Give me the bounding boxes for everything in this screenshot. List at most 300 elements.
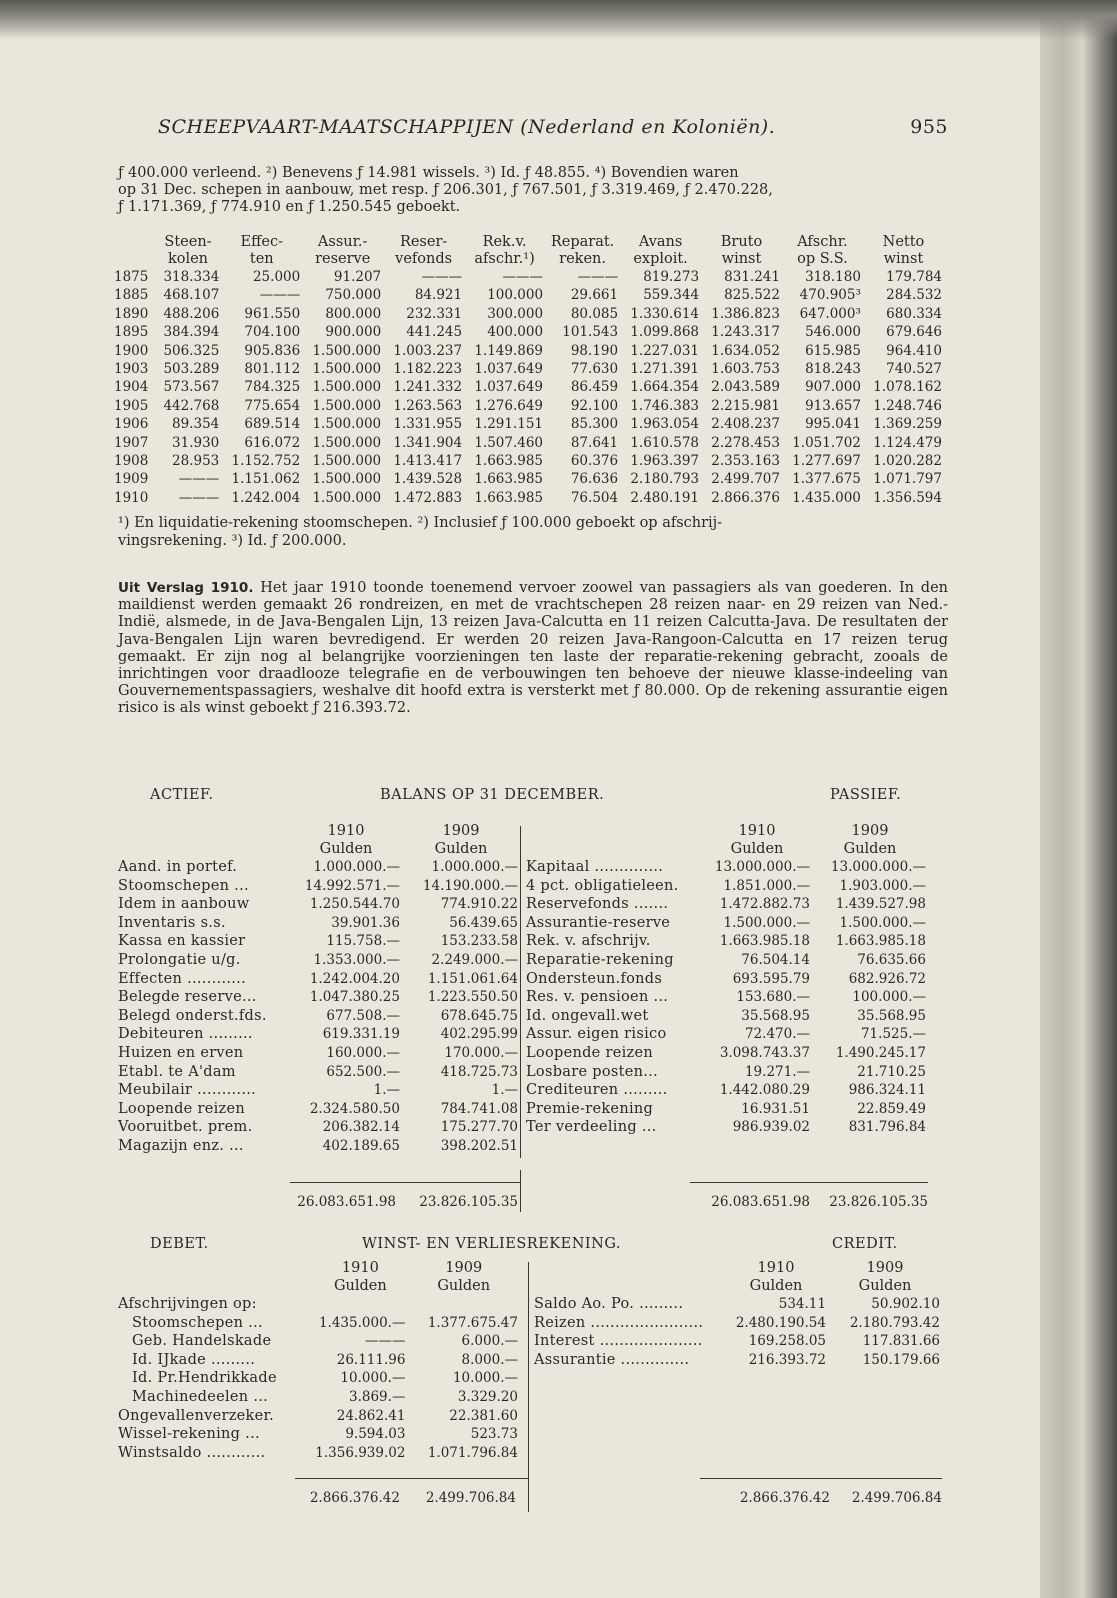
- statement-row: [116, 1425, 520, 1444]
- statement-item-amount: ———: [364, 1333, 406, 1350]
- history-value: 546.000: [805, 324, 861, 341]
- statement-row: [524, 1118, 928, 1137]
- history-col-header-line: Reparat.: [550, 234, 615, 250]
- history-value: 1.248.746: [873, 397, 942, 414]
- statement-item-label: Id. IJkade .........: [132, 1351, 256, 1368]
- history-value: 101.543: [562, 324, 619, 341]
- statement-row: [116, 1063, 520, 1082]
- history-value: 31.930: [172, 434, 220, 451]
- statement-item-label: Geb. Handelskade: [132, 1333, 272, 1350]
- statement-item-amount: 71.525.—: [860, 1026, 926, 1043]
- statement-item-amount: 1.903.000.—: [839, 877, 926, 894]
- book-page-edges: [1040, 0, 1117, 1598]
- history-value: 441.245: [406, 324, 463, 341]
- statement-row: [532, 1332, 942, 1351]
- statement-item-amount: 1.—: [373, 1082, 400, 1099]
- statement-item-label: Crediteuren .........: [526, 1082, 668, 1099]
- history-year: 1909: [114, 471, 149, 488]
- history-value: 60.376: [570, 453, 619, 470]
- statement-item-label: Ondersteun.fonds: [526, 970, 663, 987]
- statement-item-amount: 72.470.—: [744, 1026, 810, 1043]
- history-year: 1890: [114, 305, 149, 322]
- history-value: 1.271.391: [630, 361, 700, 378]
- statement-item-amount: 35.568.95: [857, 1007, 926, 1024]
- statement-item-label: Reservefonds .......: [526, 896, 669, 913]
- statement-item-label: Assurantie-reserve: [526, 914, 671, 931]
- history-col-header-line: op S.S.: [797, 251, 848, 267]
- statement-item-amount: 170.000.—: [444, 1044, 518, 1061]
- history-value: 1.263.563: [393, 397, 463, 414]
- history-value: ———: [178, 471, 220, 488]
- history-value: 800.000: [325, 305, 382, 322]
- history-value: 1.963.054: [630, 416, 700, 433]
- history-value: 86.459: [570, 379, 619, 396]
- history-value: 2.353.163: [711, 453, 780, 470]
- pl-credit-table: [532, 1259, 942, 1369]
- statement-item-amount: 76.635.66: [857, 951, 926, 968]
- history-value: 1.149.869: [474, 342, 544, 359]
- year-1909: 1909: [442, 823, 480, 839]
- statement-item-amount: 76.504.14: [741, 951, 810, 968]
- history-value: 1.037.649: [474, 379, 544, 396]
- history-value: 831.241: [724, 269, 780, 285]
- statement-item-amount: 534.11: [778, 1296, 826, 1312]
- history-year: 1875: [114, 269, 149, 285]
- history-value: 400.000: [487, 324, 544, 341]
- statement-item-label: Reizen .......................: [534, 1314, 704, 1331]
- statement-row: [524, 1081, 928, 1100]
- history-value: 907.000: [805, 379, 861, 396]
- statement-row: [116, 1295, 520, 1314]
- pl-total-1910-right: 2.866.376.42: [739, 1490, 830, 1506]
- history-value: 1.500.000: [312, 416, 382, 433]
- history-value: 1.227.031: [630, 342, 700, 359]
- footnote-line: op 31 Dec. schepen in aanbouw, met resp. ƒ 206.301, ƒ 767.501, ƒ 3.319.469, ƒ 2.470.228,: [118, 182, 773, 198]
- statement-item-label: Idem in aanbouw: [118, 896, 250, 913]
- statement-item-amount: 831.796.84: [848, 1119, 926, 1136]
- history-col-header: [863, 234, 944, 268]
- statement-item-label: Afschrijvingen op:: [118, 1296, 257, 1312]
- history-value: 1.099.868: [630, 324, 700, 341]
- statement-row: [116, 1388, 520, 1407]
- history-value: 1.663.985: [474, 471, 544, 488]
- history-value: 1.664.354: [630, 379, 700, 396]
- history-row: [112, 305, 944, 323]
- history-value: 1.051.702: [792, 434, 861, 451]
- history-value: 1.356.594: [873, 489, 942, 506]
- history-row: [112, 434, 944, 452]
- history-value: 1.610.578: [630, 434, 700, 451]
- statement-row: [116, 858, 520, 877]
- history-value: 89.354: [172, 416, 220, 433]
- history-value: 2.480.191: [630, 489, 700, 506]
- history-value: ———: [421, 269, 463, 285]
- statement-item-label: Ongevallenverzeker.: [118, 1407, 275, 1424]
- statement-item-amount: 2.180.793.42: [849, 1314, 940, 1331]
- history-value: 318.180: [805, 269, 861, 285]
- statement-item-label: Premie-rekening: [526, 1100, 654, 1117]
- history-value: 1.500.000: [312, 342, 382, 359]
- statement-item-amount: 619.331.19: [322, 1026, 400, 1043]
- history-col-header-line: winst: [883, 251, 924, 267]
- statement-item-amount: 175.277.70: [440, 1119, 518, 1136]
- statement-item-label: Machinedeelen ...: [132, 1388, 269, 1405]
- history-col-header-line: Afschr.: [797, 234, 848, 250]
- history-value: 1.330.614: [630, 305, 700, 322]
- statement-item-label: Huizen en erven: [118, 1044, 244, 1061]
- statement-item-amount: 1.500.000.—: [723, 914, 810, 931]
- history-row: [112, 323, 944, 341]
- statement-row: [116, 895, 520, 914]
- history-value: 1.242.004: [231, 489, 301, 506]
- statement-row: [116, 1369, 520, 1388]
- statement-item-amount: 22.859.49: [857, 1100, 926, 1117]
- history-value: 1.500.000: [312, 453, 382, 470]
- history-col-header-line: Assur.-: [317, 234, 368, 250]
- history-value: 740.527: [886, 361, 942, 378]
- unit-label: Gulden: [749, 1278, 803, 1294]
- balance-left-heading: ACTIEF.: [150, 787, 214, 803]
- history-value: 750.000: [325, 287, 382, 304]
- history-year: 1907: [114, 434, 149, 451]
- balance-total-1909-left: 23.826.105.35: [419, 1194, 518, 1210]
- statement-item-label: 4 pct. obligatieleen.: [526, 877, 679, 894]
- statement-item-amount: 677.508.—: [326, 1007, 400, 1024]
- history-value: 506.325: [163, 342, 220, 359]
- statement-item-amount: 3.098.743.37: [719, 1044, 810, 1061]
- statement-item-amount: 1.151.061.64: [427, 970, 518, 987]
- history-year: 1910: [114, 489, 149, 506]
- history-value: 784.325: [244, 379, 301, 396]
- statement-item-label: Wissel-rekening ...: [118, 1426, 260, 1443]
- history-row: [112, 378, 944, 396]
- unit-header-row: [532, 1277, 942, 1295]
- statement-row: [116, 970, 520, 989]
- statement-item-label: Winstsaldo ............: [118, 1444, 266, 1461]
- statement-row: [116, 1332, 520, 1351]
- statement-item-amount: 1.242.004.20: [309, 970, 400, 987]
- statement-item-amount: 153.680.—: [736, 989, 810, 1006]
- balance-total-1909-right: 23.826.105.35: [829, 1194, 928, 1210]
- statement-item-label: Prolongatie u/g.: [118, 951, 241, 968]
- statement-item-amount: 206.382.14: [322, 1119, 400, 1136]
- statement-item-amount: 8.000.—: [461, 1351, 518, 1368]
- history-header-row: [112, 234, 944, 268]
- statement-item-label: Interest .....................: [534, 1333, 703, 1350]
- history-value: 1.003.237: [393, 342, 463, 359]
- statement-row: [524, 1044, 928, 1063]
- year-1909: 1909: [445, 1260, 483, 1276]
- unit-label: Gulden: [843, 841, 897, 857]
- history-year: 1903: [114, 361, 149, 378]
- year-header-row: [116, 822, 520, 840]
- statement-item-label: Kassa en kassier: [118, 933, 246, 950]
- history-value: 1.037.649: [474, 361, 544, 378]
- statement-item-amount: 14.190.000.—: [422, 877, 518, 894]
- year-header: [112, 234, 155, 268]
- statement-item-label: Stoomschepen ...: [118, 877, 249, 894]
- statement-item-amount: 1.442.080.29: [719, 1082, 810, 1099]
- history-value: 559.344: [643, 287, 700, 304]
- statement-item-amount: 1.—: [491, 1082, 518, 1099]
- history-value: 232.331: [406, 305, 463, 322]
- statement-row: [116, 1118, 520, 1137]
- footnote-mid: [118, 514, 948, 550]
- statement-row: [116, 932, 520, 951]
- history-value: 775.654: [244, 397, 301, 414]
- statement-row: [524, 951, 928, 970]
- history-year: 1906: [114, 416, 149, 433]
- history-value: 1.369.259: [873, 416, 942, 433]
- balance-total-rule-left: [290, 1182, 520, 1183]
- statement-row: [524, 970, 928, 989]
- history-col-header-line: Effec-: [240, 234, 283, 250]
- unit-label: Gulden: [858, 1278, 912, 1294]
- statement-row: [116, 1137, 520, 1156]
- balance-passief-table: [524, 822, 928, 1137]
- history-year: 1900: [114, 342, 149, 359]
- statement-item-label: Kapitaal ..............: [526, 859, 664, 875]
- statement-item-amount: 402.189.65: [322, 1137, 400, 1154]
- history-value: 318.334: [163, 269, 220, 285]
- history-row: [112, 470, 944, 488]
- history-value: 1.500.000: [312, 434, 382, 451]
- history-value: 825.522: [724, 287, 780, 304]
- statement-item-label: Stoomschepen ...: [132, 1314, 263, 1331]
- history-value: 85.300: [570, 416, 619, 433]
- history-row: [112, 415, 944, 433]
- statement-item-amount: 2.480.190.54: [735, 1314, 826, 1331]
- statement-item-amount: 1.223.550.50: [427, 989, 518, 1006]
- history-value: 961.550: [244, 305, 301, 322]
- statement-item-amount: 13.000.000.—: [830, 859, 926, 875]
- statement-row: [116, 914, 520, 933]
- statement-item-amount: 100.000.—: [852, 989, 926, 1006]
- unit-label: Gulden: [730, 841, 784, 857]
- pl-total-1909-left: 2.499.706.84: [425, 1490, 516, 1506]
- footnote-top: [118, 165, 948, 216]
- statement-item-amount: 774.910.22: [440, 896, 518, 913]
- statement-item-amount: 160.000.—: [326, 1044, 400, 1061]
- year-1910: 1910: [757, 1260, 795, 1276]
- history-value: 76.636: [570, 471, 619, 488]
- year-1910: 1910: [327, 823, 365, 839]
- running-head: [158, 116, 948, 138]
- history-value: 300.000: [487, 305, 544, 322]
- history-row: [112, 360, 944, 378]
- history-value: 1.413.417: [393, 453, 463, 470]
- history-col-header-line: vefonds: [395, 251, 453, 267]
- statement-item-label: Meubilair ............: [118, 1082, 257, 1099]
- unit-label: Gulden: [319, 841, 373, 857]
- history-value: 2.408.237: [711, 416, 780, 433]
- statement-item-amount: 216.393.72: [748, 1351, 826, 1368]
- history-value: ———: [577, 269, 619, 285]
- statement-item-label: Losbare posten...: [526, 1063, 658, 1080]
- statement-item-amount: 14.992.571.—: [304, 877, 400, 894]
- year-1910: 1910: [341, 1260, 379, 1276]
- history-col-header-line: Steen-: [164, 234, 212, 250]
- statement-item-amount: [407, 1295, 520, 1314]
- history-col-header-line: afschr.¹): [474, 251, 535, 267]
- history-col-header: [782, 234, 863, 268]
- history-value: 470.905³: [799, 287, 861, 304]
- history-row: [112, 268, 944, 286]
- history-value: 442.768: [163, 397, 220, 414]
- statement-item-label: Rek. v. afschrijv.: [526, 933, 651, 950]
- statement-item-amount: 1.250.544.70: [309, 896, 400, 913]
- history-col-header: [155, 234, 222, 268]
- statement-item-amount: 1.071.796.84: [427, 1444, 518, 1461]
- history-year: 1905: [114, 397, 149, 414]
- year-1910: 1910: [738, 823, 776, 839]
- statement-item-amount: 2.249.000.—: [431, 951, 518, 968]
- history-value: 1.500.000: [312, 379, 382, 396]
- history-col-header: [701, 234, 782, 268]
- pl-left-heading: DEBET.: [150, 1236, 209, 1252]
- statement-item-amount: 1.000.000.—: [431, 859, 518, 875]
- history-value: 1.020.282: [873, 453, 942, 470]
- statement-row: [116, 1444, 520, 1463]
- unit-header-row: [524, 840, 928, 858]
- pl-debet-table: [116, 1259, 520, 1462]
- statement-item-amount: 115.758.—: [326, 933, 400, 950]
- history-value: 615.985: [805, 342, 861, 359]
- statement-item-amount: 10.000.—: [452, 1370, 518, 1387]
- history-value: 1.152.752: [231, 453, 301, 470]
- unit-header-row: [116, 1277, 520, 1295]
- statement-item-amount: 398.202.51: [440, 1137, 518, 1154]
- history-value: 964.410: [886, 342, 942, 359]
- history-value: ———: [178, 489, 220, 506]
- history-col-header: [545, 234, 620, 268]
- history-value: 503.289: [163, 361, 220, 378]
- statement-item-amount: 117.831.66: [862, 1333, 940, 1350]
- history-value: 2.499.707: [711, 471, 780, 488]
- statement-row: [524, 1007, 928, 1026]
- history-value: 1.507.460: [474, 434, 544, 451]
- history-row: [112, 489, 944, 507]
- history-value: 1.500.000: [312, 471, 382, 488]
- history-col-header-line: reserve: [315, 251, 371, 267]
- history-col-header-line: winst: [721, 251, 762, 267]
- statement-row: [524, 895, 928, 914]
- statement-item-amount: 986.324.11: [848, 1082, 926, 1099]
- statement-row: [116, 1025, 520, 1044]
- history-value: 98.190: [570, 342, 619, 359]
- history-year: 1895: [114, 324, 149, 341]
- history-value: 1.277.697: [792, 453, 861, 470]
- statement-row: [532, 1351, 942, 1370]
- history-col-header: [464, 234, 545, 268]
- history-value: 818.243: [805, 361, 861, 378]
- statement-item-label: Magazijn enz. ...: [118, 1137, 244, 1154]
- statement-item-label: Belegde reserve...: [118, 989, 257, 1006]
- history-value: 680.334: [886, 305, 942, 322]
- history-value: 1.341.904: [393, 434, 463, 451]
- history-value: ———: [259, 287, 301, 304]
- history-row: [112, 286, 944, 304]
- statement-item-amount: 986.939.02: [732, 1119, 810, 1136]
- statement-row: [116, 951, 520, 970]
- balance-divider: [520, 826, 521, 1158]
- history-value: 100.000: [487, 287, 544, 304]
- history-value: 1.377.675: [792, 471, 861, 488]
- history-col-header: [221, 234, 302, 268]
- history-col-header-line: Reser-: [399, 234, 448, 250]
- statement-item-amount: 50.902.10: [871, 1296, 940, 1312]
- statement-item-label: Reparatie-rekening: [526, 951, 674, 968]
- history-value: 1.500.000: [312, 489, 382, 506]
- statement-row: [524, 932, 928, 951]
- history-value: 1.276.649: [474, 397, 544, 414]
- history-value: 80.085: [570, 305, 619, 322]
- history-value: 2.215.981: [711, 397, 780, 414]
- history-year: 1904: [114, 379, 149, 396]
- statement-item-label: Assurantie ..............: [534, 1351, 690, 1368]
- history-value: 284.532: [886, 287, 942, 304]
- statement-item-amount: 2.324.580.50: [309, 1100, 400, 1117]
- statement-item-amount: 682.926.72: [848, 970, 926, 987]
- year-header-row: [524, 822, 928, 840]
- pl-divider: [528, 1262, 529, 1512]
- history-value: 1.386.823: [711, 305, 780, 322]
- pl-total-rule-left: [295, 1478, 528, 1479]
- statement-item-amount: 693.595.79: [732, 970, 810, 987]
- statement-item-amount: 1.490.245.17: [835, 1044, 926, 1061]
- history-value: 1.243.317: [711, 324, 780, 341]
- history-value: 1.291.151: [474, 416, 544, 433]
- statement-item-amount: 9.594.03: [345, 1426, 406, 1443]
- history-value: 87.641: [570, 434, 619, 451]
- history-row: [112, 342, 944, 360]
- statement-row: [116, 1100, 520, 1119]
- balance-right-heading: PASSIEF.: [830, 787, 902, 803]
- statement-item-amount: 1.472.882.73: [719, 896, 810, 913]
- statement-row: [116, 1081, 520, 1100]
- statement-item-amount: 652.500.—: [326, 1063, 400, 1080]
- year-1909: 1909: [851, 823, 889, 839]
- history-col-header-line: Rek.v.: [482, 234, 527, 250]
- history-col-header: [383, 234, 464, 268]
- unit-header-row: [116, 840, 520, 858]
- statement-row: [524, 914, 928, 933]
- history-value: 2.866.376: [711, 489, 780, 506]
- history-value: 28.953: [172, 453, 220, 470]
- statement-item-label: Effecten ............: [118, 970, 246, 987]
- balance-total-rule-right: [690, 1182, 928, 1183]
- statement-item-amount: 418.725.73: [440, 1063, 518, 1080]
- footnote-line: ƒ 1.171.369, ƒ 774.910 en ƒ 1.250.545 geboekt.: [118, 199, 461, 215]
- history-value: 1.078.162: [873, 379, 942, 396]
- statement-item-label: Loopende reizen: [526, 1044, 653, 1061]
- history-value: 1.182.223: [393, 361, 463, 378]
- unit-label: Gulden: [333, 1278, 387, 1294]
- year-1909: 1909: [866, 1260, 904, 1276]
- history-value: 1.746.383: [630, 397, 700, 414]
- statement-row: [524, 1100, 928, 1119]
- history-value: 1.439.528: [393, 471, 463, 488]
- statement-item-amount: 153.233.58: [440, 933, 518, 950]
- history-value: 704.100: [244, 324, 301, 341]
- statement-row: [532, 1314, 942, 1333]
- balance-actief-table: [116, 822, 520, 1156]
- statement-item-label: Debiteuren .........: [118, 1026, 253, 1043]
- history-value: 647.000³: [799, 305, 861, 322]
- history-value: 905.836: [244, 342, 301, 359]
- history-value: 913.657: [805, 397, 861, 414]
- balance-title: BALANS OP 31 DECEMBER.: [380, 787, 605, 803]
